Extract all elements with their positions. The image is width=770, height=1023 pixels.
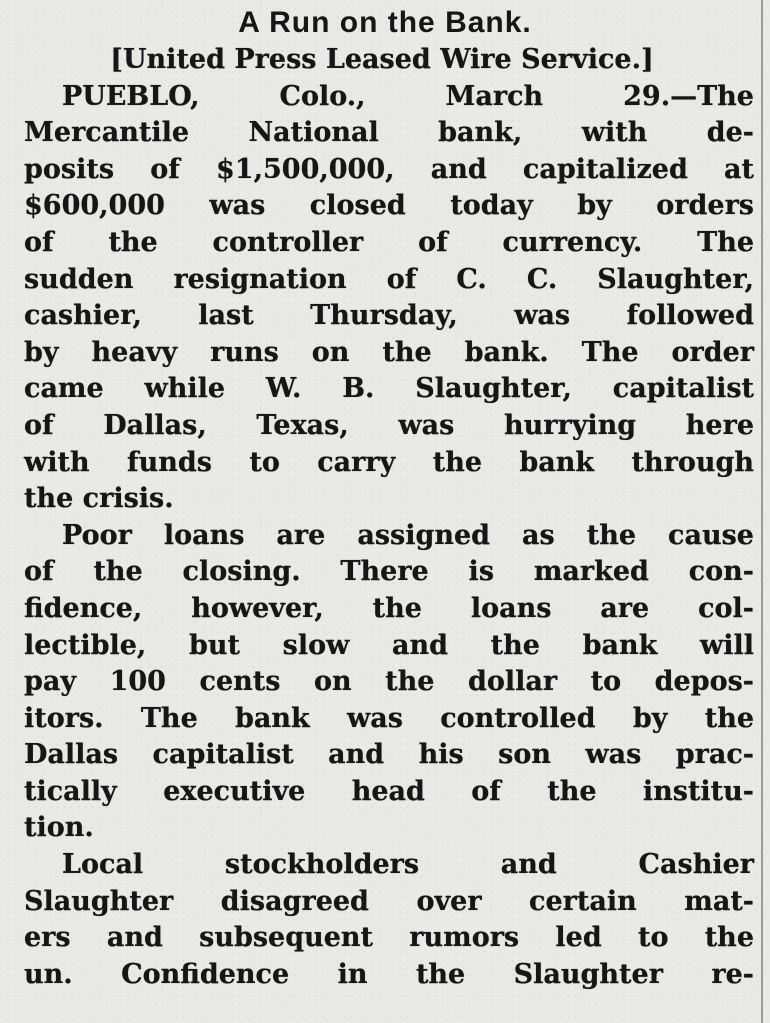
text-line: Slaughter disagreed over certain mat- [24, 885, 754, 917]
text-line: cashier, last Thursday, was followed [24, 300, 754, 332]
text-line: Mercantile National bank, with de- [24, 117, 754, 149]
text-line: ers and subsequent rumors led to the [24, 922, 754, 954]
text-line: of the closing. There is marked con- [24, 556, 754, 588]
paragraph-3 [24, 847, 754, 993]
text-line: of Dallas, Texas, was hurrying here [24, 409, 754, 441]
text-line: tically executive head of the institu- [24, 775, 754, 807]
article-headline: A Run on the Bank. [238, 6, 532, 39]
paragraph-2 [24, 518, 754, 847]
text-line: PUEBLO, Colo., March 29.—The [62, 80, 754, 112]
text-line: fidence, however, the loans are col- [24, 592, 754, 624]
text-line: sudden resignation of C. C. Slaughter, [24, 263, 754, 295]
article-column [24, 4, 754, 1023]
text-line: Local stockholders and Cashier [62, 849, 754, 881]
paragraph-1 [24, 79, 754, 518]
text-line: the crisis. [24, 483, 174, 515]
text-line: tion. [24, 812, 94, 844]
wire-service-byline: [United Press Leased Wire Service.] [110, 44, 654, 75]
text-line: lectible, but slow and the bank will [24, 629, 754, 661]
column-rule [761, 0, 763, 1023]
text-line: itors. The bank was controlled by the [24, 702, 754, 734]
text-line: $600,000 was closed today by orders [24, 190, 754, 222]
text-line: pay 100 cents on the dollar to depos- [24, 666, 754, 698]
text-line: un. Confidence in the Slaughter re- [24, 958, 754, 990]
text-line: by heavy runs on the bank. The order [24, 336, 754, 368]
text-line: Dallas capitalist and his son was prac- [24, 739, 754, 771]
text-line: Poor loans are assigned as the cause [62, 519, 754, 551]
text-line: of the controller of currency. The [24, 226, 754, 258]
text-line: came while W. B. Slaughter, capitalist [24, 373, 754, 405]
text-line: with funds to carry the bank through [24, 446, 754, 478]
text-line: posits of $1,500,000, and capitalized at [24, 153, 754, 185]
